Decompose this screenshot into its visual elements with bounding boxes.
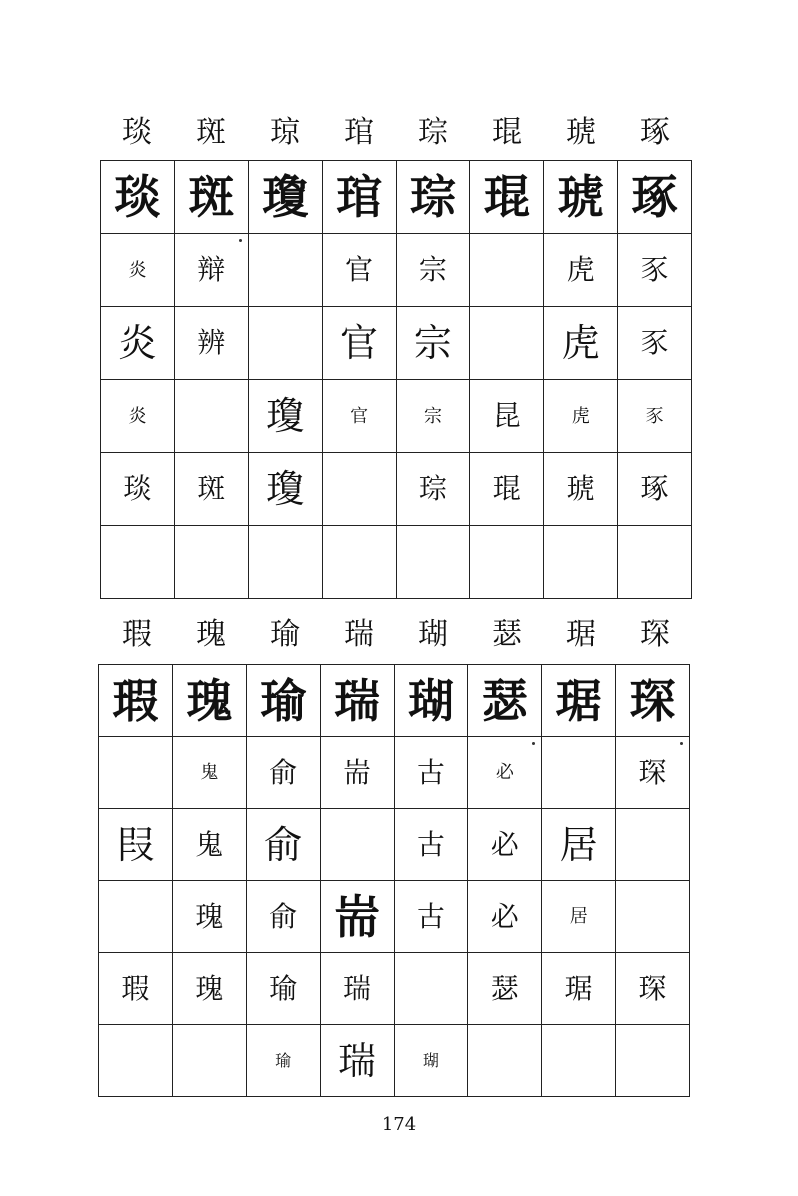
glyph-cell [174, 234, 248, 307]
script-glyph: 必 [495, 762, 514, 783]
script-glyph: 俞 [269, 899, 298, 933]
glyph-cell [172, 881, 246, 953]
script-glyph: 官 [345, 253, 374, 286]
glyph-cell [394, 665, 468, 737]
glyph-cell [174, 307, 248, 380]
glyph-cell [616, 737, 690, 809]
script-glyph: 宗 [418, 253, 447, 286]
glyph-cell [396, 234, 470, 307]
table-row [101, 234, 692, 307]
glyph-cell [248, 380, 322, 453]
glyph-cell [542, 809, 616, 881]
script-glyph: 居 [559, 822, 598, 867]
glyph-cell [542, 881, 616, 953]
script-glyph: 虎 [571, 405, 590, 427]
glyph-cell [544, 526, 618, 599]
section-1-header-row [100, 113, 692, 153]
script-glyph: 斑 [188, 170, 235, 224]
table-row [99, 953, 690, 1025]
glyph-cell [320, 809, 394, 881]
glyph-cell [470, 234, 544, 307]
table-row [99, 665, 690, 737]
glyph-cell [470, 453, 544, 526]
table-row [101, 453, 692, 526]
script-glyph: 瑰 [186, 673, 233, 728]
script-glyph: 叚 [116, 822, 155, 867]
glyph-cell [101, 380, 175, 453]
glyph-cell [322, 380, 396, 453]
header-character: 瑚 [418, 617, 448, 652]
section-2-header-row [100, 615, 692, 655]
script-glyph: 瑟 [490, 971, 519, 1005]
script-glyph: 琰 [114, 170, 161, 224]
script-glyph: 必 [490, 827, 519, 861]
marker-dot [532, 742, 535, 745]
glyph-cell [99, 953, 173, 1025]
script-glyph: 耑 [343, 755, 372, 789]
glyph-cell [320, 881, 394, 953]
script-glyph: 瑟 [481, 673, 528, 728]
glyph-cell [618, 161, 692, 234]
glyph-cell [542, 737, 616, 809]
script-glyph: 虎 [566, 253, 595, 286]
script-glyph: 琢 [631, 170, 678, 224]
table-row [99, 881, 690, 953]
glyph-cell [320, 953, 394, 1025]
script-glyph: 虎 [561, 321, 600, 365]
glyph-cell [616, 1025, 690, 1097]
script-glyph: 居 [569, 906, 588, 927]
header-character: 琼 [270, 115, 300, 150]
script-glyph: 瑜 [260, 673, 307, 728]
script-glyph: 琛 [638, 971, 667, 1005]
glyph-cell [542, 1025, 616, 1097]
glyph-cell [248, 307, 322, 380]
glyph-cell [248, 453, 322, 526]
glyph-cell [470, 526, 544, 599]
script-glyph: 琯 [336, 170, 383, 224]
script-glyph: 瑚 [407, 673, 454, 728]
script-glyph: 瑕 [112, 673, 159, 728]
header-character: 琮 [418, 115, 448, 150]
table-row [99, 809, 690, 881]
glyph-cell [618, 453, 692, 526]
header-character: 琢 [640, 115, 670, 150]
table-row [99, 737, 690, 809]
glyph-cell [468, 881, 542, 953]
glyph-cell [101, 453, 175, 526]
script-glyph: 官 [340, 321, 379, 365]
header-character: 琚 [566, 617, 596, 652]
glyph-cell [246, 881, 320, 953]
table-row [101, 380, 692, 453]
glyph-cell [618, 307, 692, 380]
glyph-cell [394, 809, 468, 881]
glyph-cell [468, 737, 542, 809]
glyph-cell [544, 380, 618, 453]
glyph-cell [396, 307, 470, 380]
glyph-cell [172, 953, 246, 1025]
glyph-cell [618, 526, 692, 599]
glyph-cell [246, 809, 320, 881]
script-glyph: 琛 [638, 755, 667, 789]
script-glyph: 琮 [409, 170, 456, 224]
script-glyph: 炎 [118, 321, 157, 365]
glyph-cell [99, 665, 173, 737]
script-glyph: 俞 [269, 755, 298, 789]
glyph-cell [320, 737, 394, 809]
glyph-cell [616, 881, 690, 953]
glyph-cell [468, 1025, 542, 1097]
glyph-cell [172, 809, 246, 881]
header-character: 琨 [492, 115, 522, 150]
glyph-cell [394, 881, 468, 953]
glyph-cell [470, 380, 544, 453]
header-character: 瑟 [492, 617, 522, 652]
glyph-cell [544, 453, 618, 526]
script-glyph: 昆 [492, 399, 521, 432]
script-glyph: 斑 [197, 472, 226, 505]
script-glyph: 瑰 [195, 971, 224, 1005]
glyph-cell [394, 1025, 468, 1097]
script-glyph: 琥 [557, 170, 604, 224]
script-glyph: 瑚 [422, 1051, 439, 1070]
glyph-cell [468, 665, 542, 737]
glyph-cell [246, 665, 320, 737]
glyph-cell [174, 453, 248, 526]
header-character: 琥 [566, 115, 596, 150]
script-glyph: 瑜 [269, 971, 298, 1005]
header-character: 琯 [344, 115, 374, 150]
glyph-cell [172, 1025, 246, 1097]
script-glyph: 古 [416, 755, 445, 789]
glyph-cell [544, 161, 618, 234]
script-glyph: 耑 [334, 889, 381, 944]
header-character: 瑜 [270, 617, 300, 652]
glyph-cell [394, 737, 468, 809]
script-glyph: 古 [416, 827, 445, 861]
glyph-cell [248, 161, 322, 234]
script-glyph: 琛 [629, 673, 676, 728]
script-glyph: 瑕 [121, 971, 150, 1005]
glyph-cell [616, 665, 690, 737]
glyph-cell [542, 953, 616, 1025]
script-glyph: 官 [350, 405, 369, 427]
header-character: 琰 [122, 115, 152, 150]
script-glyph: 必 [490, 899, 519, 933]
script-glyph: 炎 [128, 405, 147, 427]
script-glyph: 宗 [413, 321, 452, 365]
page-number: 174 [381, 1114, 417, 1135]
header-character: 斑 [196, 115, 226, 150]
script-glyph: 炎 [128, 259, 147, 281]
glyph-cell [396, 161, 470, 234]
script-glyph: 瑜 [275, 1051, 292, 1070]
glyph-cell [618, 380, 692, 453]
glyph-cell [544, 234, 618, 307]
script-glyph: 宗 [423, 405, 442, 427]
script-glyph: 豕 [640, 326, 669, 359]
glyph-cell [396, 453, 470, 526]
script-glyph: 琥 [566, 472, 595, 505]
script-glyph: 辨 [197, 326, 226, 359]
section-2-glyph-table [98, 664, 690, 1097]
glyph-cell [246, 737, 320, 809]
glyph-cell [616, 953, 690, 1025]
glyph-cell [101, 161, 175, 234]
script-glyph: 琚 [564, 971, 593, 1005]
section-1-glyph-table [100, 160, 692, 599]
header-character: 瑕 [122, 617, 152, 652]
script-glyph: 鬼 [200, 762, 219, 783]
glyph-cell [322, 234, 396, 307]
glyph-cell [320, 1025, 394, 1097]
script-glyph: 琚 [555, 673, 602, 728]
glyph-cell [322, 307, 396, 380]
glyph-cell [468, 809, 542, 881]
glyph-cell [101, 234, 175, 307]
script-glyph: 古 [416, 899, 445, 933]
table-row [101, 161, 692, 234]
glyph-cell [542, 665, 616, 737]
table-row [101, 526, 692, 599]
script-glyph: 辩 [197, 253, 226, 286]
glyph-cell [322, 526, 396, 599]
glyph-cell [174, 380, 248, 453]
glyph-cell [248, 526, 322, 599]
glyph-cell [468, 953, 542, 1025]
glyph-cell [618, 234, 692, 307]
script-glyph: 豕 [640, 253, 669, 286]
script-glyph: 瓊 [266, 467, 305, 511]
table-row [99, 1025, 690, 1097]
glyph-cell [616, 809, 690, 881]
script-glyph: 琮 [418, 472, 447, 505]
glyph-cell [101, 307, 175, 380]
table-row [101, 307, 692, 380]
glyph-cell [246, 1025, 320, 1097]
glyph-cell [320, 665, 394, 737]
glyph-cell [99, 737, 173, 809]
script-glyph: 瓊 [266, 394, 305, 438]
glyph-cell [172, 737, 246, 809]
marker-dot [239, 239, 242, 242]
script-glyph: 瑞 [334, 673, 381, 728]
glyph-cell [544, 307, 618, 380]
glyph-cell [322, 161, 396, 234]
glyph-cell [248, 234, 322, 307]
glyph-cell [174, 161, 248, 234]
script-glyph: 鬼 [195, 827, 224, 861]
glyph-cell [172, 665, 246, 737]
script-glyph: 瑞 [343, 971, 372, 1005]
glyph-cell [99, 1025, 173, 1097]
script-glyph: 瑞 [338, 1038, 377, 1083]
glyph-cell [99, 809, 173, 881]
script-glyph: 豕 [645, 405, 664, 427]
header-character: 瑰 [196, 617, 226, 652]
script-glyph: 瑰 [195, 899, 224, 933]
glyph-cell [246, 953, 320, 1025]
glyph-cell [174, 526, 248, 599]
glyph-cell [470, 161, 544, 234]
script-glyph: 瓊 [262, 170, 309, 224]
script-glyph: 琢 [640, 472, 669, 505]
glyph-cell [396, 526, 470, 599]
header-character: 琛 [640, 617, 670, 652]
script-glyph: 琰 [123, 472, 152, 505]
glyph-cell [394, 953, 468, 1025]
glyph-cell [101, 526, 175, 599]
glyph-cell [322, 453, 396, 526]
script-glyph: 琨 [483, 170, 530, 224]
glyph-cell [470, 307, 544, 380]
script-glyph: 俞 [264, 822, 303, 867]
glyph-cell [99, 881, 173, 953]
marker-dot [680, 742, 683, 745]
header-character: 瑞 [344, 617, 374, 652]
glyph-cell [396, 380, 470, 453]
script-glyph: 琨 [492, 472, 521, 505]
